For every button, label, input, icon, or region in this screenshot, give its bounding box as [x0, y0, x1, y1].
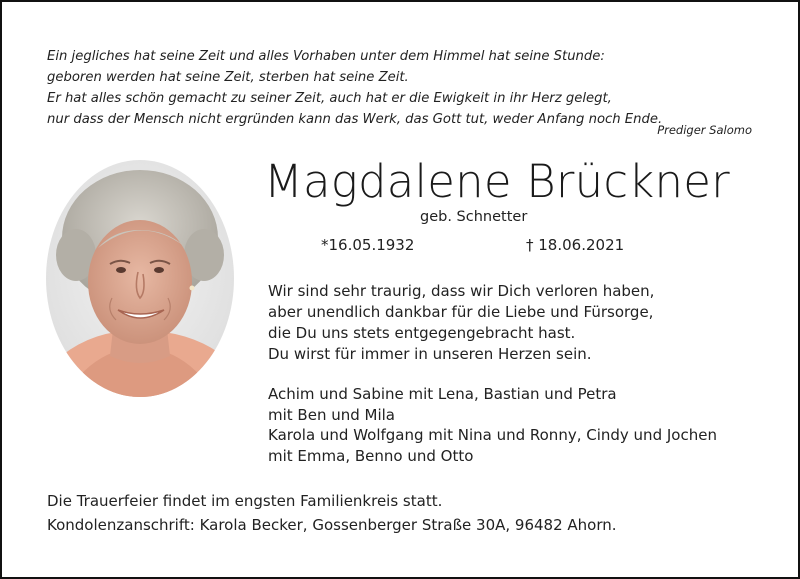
memorial-text	[268, 281, 654, 365]
condolence-address: Kondolenzanschrift: Karola Becker, Gossenberger Straße 30A, 96482 Ahorn.	[47, 516, 617, 534]
verse-source: Prediger Salomo	[657, 123, 752, 137]
verse-line: nur dass der Mensch nicht ergründen kann das Werk, das Gott tut, weder Anfang noch Ende.	[47, 112, 663, 127]
bible-verse	[47, 46, 662, 130]
deceased-name: Magdalene Brückner	[264, 155, 730, 208]
family-line: mit Emma, Benno und Otto	[268, 446, 474, 465]
verse-line: Er hat alles schön gemacht zu seiner Zeit, auch hat er die Ewigkeit in ihr Herz gelegt,	[47, 91, 612, 106]
memorial-line: die Du uns stets entgegengebracht hast.	[268, 324, 576, 342]
verse-line: geboren werden hat seine Zeit, sterben hat seine Zeit.	[47, 70, 409, 85]
family-line: Karola und Wolfgang mit Nina und Ronny, Cindy und Jochen	[268, 426, 717, 444]
memorial-line: Wir sind sehr traurig, dass wir Dich verloren haben,	[268, 282, 655, 300]
family-line: Achim und Sabine mit Lena, Bastian und Petra	[268, 385, 617, 403]
family-line: mit Ben und Mila	[268, 405, 395, 424]
funeral-note: Die Trauerfeier findet im engsten Familienkreis statt.	[47, 492, 443, 510]
portrait-photo	[46, 160, 234, 397]
death-date: † 18.06.2021	[526, 236, 625, 254]
memorial-line: aber unendlich dankbar für die Liebe und Fürsorge,	[268, 303, 654, 321]
family-mourners	[268, 384, 717, 466]
verse-line: Ein jegliches hat seine Zeit und alles Vorhaben unter dem Himmel hat seine Stunde:	[47, 49, 605, 64]
memorial-line: Du wirst für immer in unseren Herzen sein.	[268, 345, 592, 363]
birth-date: *16.05.1932	[321, 236, 415, 254]
birth-name: geb. Schnetter	[420, 209, 528, 225]
